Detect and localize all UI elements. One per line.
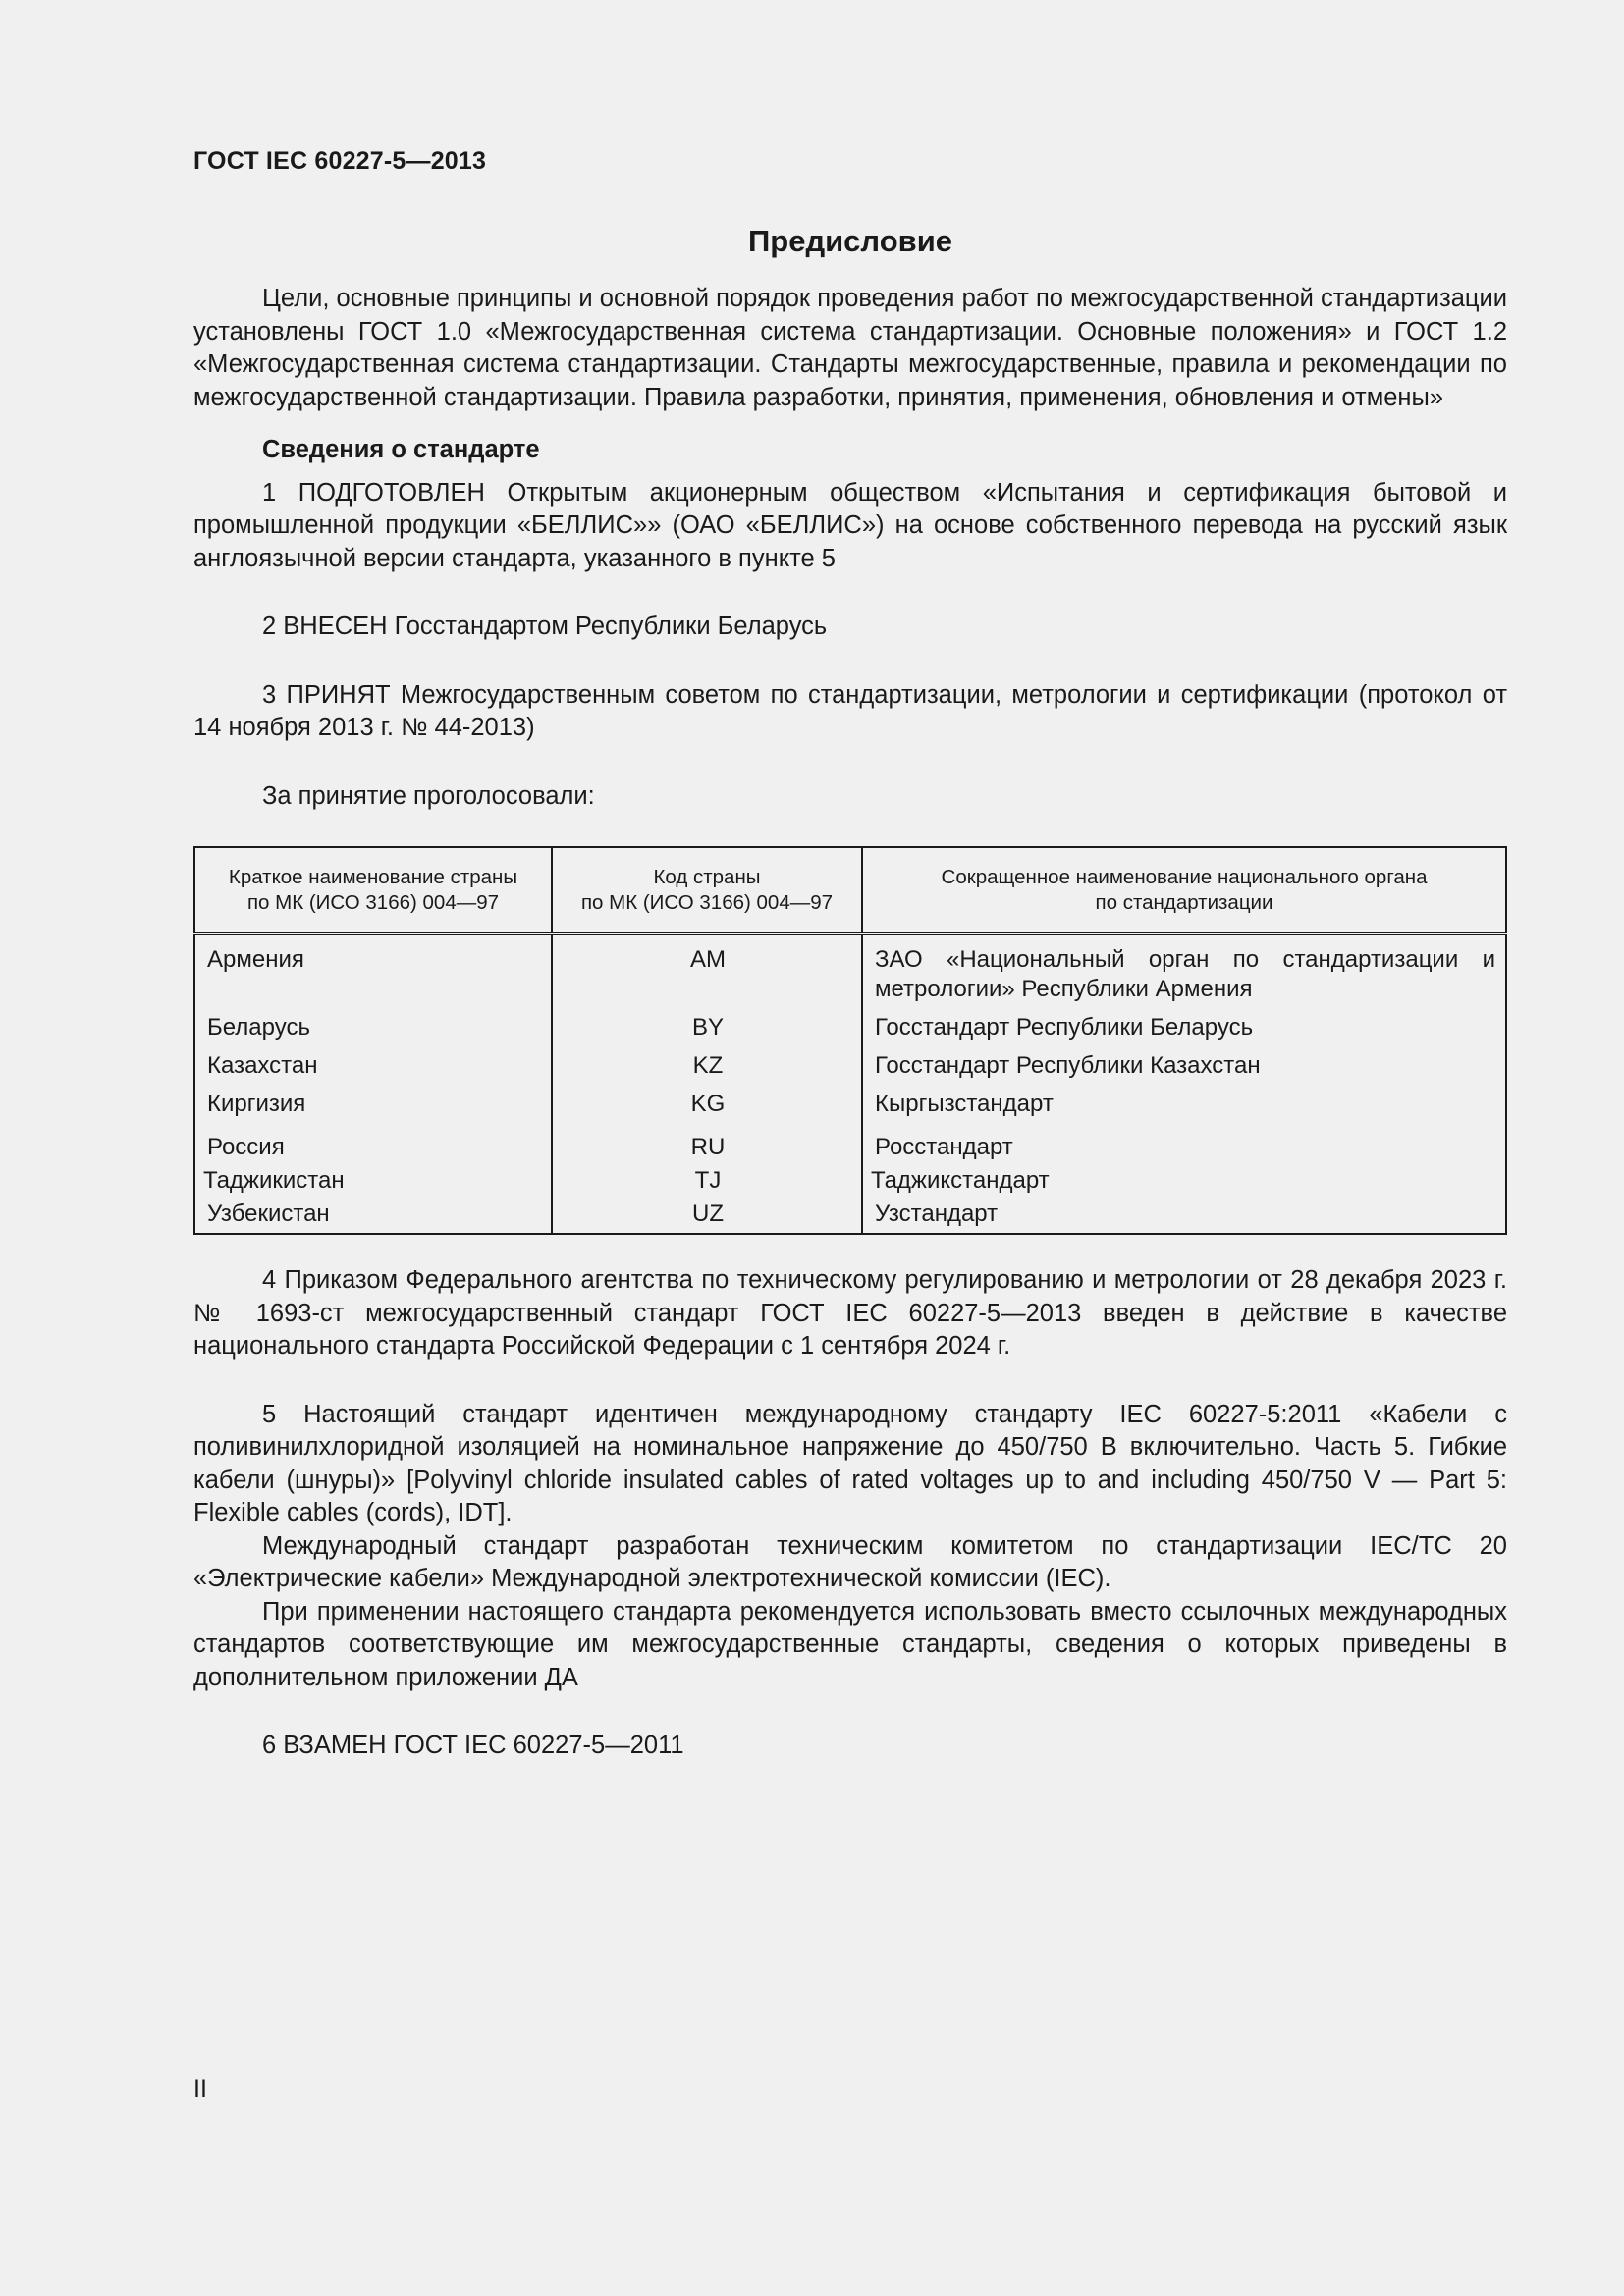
country-name: Казахстан: [194, 1047, 552, 1086]
header-national-body: Сокращенное наименование национального органа по стандартизации: [862, 847, 1506, 934]
table-row: [194, 934, 1506, 1009]
table-header-row: [194, 847, 1506, 934]
country-code: RU: [552, 1129, 862, 1162]
paragraph-5: 5 Настоящий стандарт идентичен международному стандарту IEC 60227-5:2011 «Кабели с поливинилхлоридной изоляцией на номинальное напряжение до 450/750 В включительно. Часть 5. Гибкие кабели (шнуры)» [Polyvinyl chloride insulated cables of rated voltages up to and including 450/750 V — Part 5: Flexible cables (cords), IDT].: [193, 1400, 1507, 1526]
country-name: Беларусь: [194, 1009, 552, 1047]
country-name: Узбекистан: [194, 1196, 552, 1234]
paragraph-5-usage: При применении настоящего стандарта рекомендуется использовать вместо ссылочных международных стандартов соответствующие им межгосударственные стандарты, сведения о которых приведены в дополнительном приложении ДА: [193, 1597, 1507, 1691]
national-body: Таджикстандарт: [871, 1167, 1050, 1194]
country-code: KZ: [552, 1047, 862, 1086]
national-body: Росстандарт: [875, 1134, 1013, 1160]
countries-table: [193, 846, 1507, 1235]
paragraph-1: 1 ПОДГОТОВЛЕН Открытым акционерным обществом «Испытания и сертификация бытовой и промышленной продукции «БЕЛЛИС»» (ОАО «БЕЛЛИС») на основе собственного перевода на русский язык англоязычной версии стандарта, указанного в пункте 5: [193, 478, 1507, 572]
country-code: AM: [552, 934, 862, 1009]
table-row: [194, 1196, 1506, 1234]
table-row: [194, 1162, 1506, 1196]
country-code: KG: [552, 1086, 862, 1129]
section-heading: Сведения о стандарте: [262, 436, 540, 463]
country-code: UZ: [552, 1196, 862, 1234]
national-body: ЗАО «Национальный орган по стандартизации и метрологии» Республики Армения: [875, 946, 1495, 1002]
table-row: [194, 1129, 1506, 1162]
country-name: Киргизия: [194, 1086, 552, 1129]
document-body: [193, 283, 1507, 1763]
table-row: [194, 1009, 1506, 1047]
country-code: BY: [552, 1009, 862, 1047]
paragraph-4: 4 Приказом Федерального агентства по техническому регулированию и метрологии от 28 декабря 2023 г. № 1693-ст межгосударственный стандарт ГОСТ IEC 60227-5—2013 введен в действие в качестве национального стандарта Российской Федерации с 1 сентября 2024 г.: [193, 1266, 1507, 1360]
document-id-header: ГОСТ IEC 60227-5—2013: [193, 147, 487, 175]
header-country-name: Краткое наименование страны по МК (ИСО 3166) 004—97: [194, 847, 552, 934]
paragraph-5-committee: Международный стандарт разработан техническим комитетом по стандартизации IEC/TC 20 «Электрические кабели» Международной электротехнической комиссии (IEC).: [193, 1531, 1507, 1592]
paragraph-3: 3 ПРИНЯТ Межгосударственным советом по стандартизации, метрологии и сертификации (протокол от 14 ноября 2013 г. № 44-2013): [193, 680, 1507, 741]
header-country-code: Код страны по МК (ИСО 3166) 004—97: [552, 847, 862, 934]
page-title: Предисловие: [747, 224, 952, 258]
intro-paragraph: Цели, основные принципы и основной порядок проведения работ по межгосударственной стандартизации установлены ГОСТ 1.0 «Межгосударственная система стандартизации. Основные положения» и ГОСТ 1.2 «Межгосударственная система стандартизации. Стандарты межгосударственные, правила и рекомендации по межгосударственной стандартизации. Правила разработки, принятия, применения, обновления и отмены»: [193, 285, 1507, 411]
national-body: Госстандарт Республики Беларусь: [875, 1014, 1254, 1041]
table-row: [194, 1047, 1506, 1086]
country-name: Армения: [194, 934, 552, 1009]
page-number: II: [193, 2075, 207, 2103]
national-body: Узстандарт: [875, 1201, 999, 1227]
country-name: Россия: [194, 1129, 552, 1162]
national-body: Кыргызстандарт: [875, 1091, 1054, 1117]
country-code: TJ: [552, 1162, 862, 1196]
country-name: Таджикистан: [194, 1162, 552, 1196]
paragraph-2: 2 ВНЕСЕН Госстандартом Республики Беларусь: [262, 613, 828, 640]
national-body: Госстандарт Республики Казахстан: [875, 1052, 1261, 1079]
table-row: [194, 1086, 1506, 1129]
paragraph-6: 6 ВЗАМЕН ГОСТ IEC 60227-5—2011: [262, 1732, 684, 1759]
vote-paragraph: За принятие проголосовали:: [262, 781, 595, 810]
